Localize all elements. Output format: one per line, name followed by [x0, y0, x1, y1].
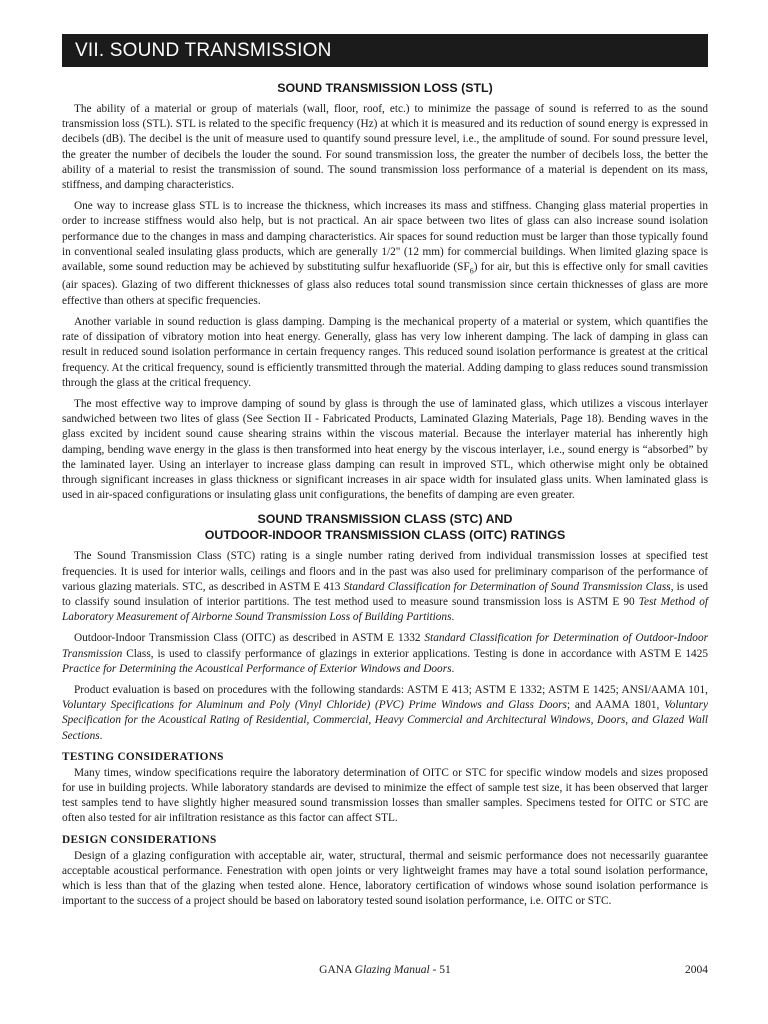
section-title-banner — [62, 34, 708, 67]
stc-heading-line-2: OUTDOOR-INDOOR TRANSMISSION CLASS (OITC) RATINGS — [204, 528, 566, 543]
stc-p1-standard-title-1: Standard Classification for Determination of Sound Transmission Class — [343, 580, 671, 593]
section-title: VII. SOUND TRANSMISSION — [75, 39, 332, 61]
stl-paragraph-3: Another variable in sound reduction is glass damping. Damping is the mechanical property of a material or system, which quantifies the rate of dissipation of vibratory motion into heat energy. Generally, glass has very low inherent damping. The lack of damping in glass can result in reduced sound isolation performance in certain frequency ranges. This reduced sound isolation performance is greatest at the critical frequency. At the critical frequency, sound is efficiently transmitted through the material. Adding damping to glass reduces sound transmission through the glass at the critical frequency. — [62, 315, 708, 389]
footer-manual-title: Glazing Manual — [354, 964, 430, 976]
stl-paragraph-2-text-a: One way to increase glass STL is to increase the thickness, which increases its mass and stiffness. Changing glass material properties in order to increase stiffness would also help, but is not practical. An air space between two lites of glass can also increase sound isolation performance due to the changes in mass and damping characteristics. Air spaces for sound reduction must be larger than those typically found in conventional sealed insulating glass products, which are generally 1/2" (12 mm) for commercial buildings. When limited glazing space is available, some sound reduction may be achieved by substituting sulfur hexafluoride (SF — [62, 200, 708, 274]
stc-p1-text-c: . — [451, 611, 455, 624]
page-footer — [62, 964, 708, 980]
stc-heading-line-1: SOUND TRANSMISSION CLASS (STC) AND — [257, 512, 513, 527]
document-page — [62, 34, 708, 915]
stl-paragraph-4: The most effective way to improve damping of sound by glass is through the use of laminated glass, which utilizes a viscous interlayer sandwiched between two lites of glass (See Section II - Fabricated Products, Laminated Glazing Materials, Page 18). Bending waves in the glass excited by incident sound cause shearing strains within the viscous material. Because the interlayer material has inherently high damping, bending wave energy in the glass is then transformed into heat energy by the viscous interlayer, i.e., sound energy is “absorbed” by the laminated layer. Using an interlayer to increase glass damping can result in improved STL, which otherwise might only be obtained through significant increases in glass thickness or significant increases in air space width for insulated glass units. When laminated glass is used in air-spaced configurations or insulating glass unit configurations, the benefits of damping are even greater. — [62, 397, 708, 502]
stc-p2-text-b: Class, is used to classify performance of glazings in exterior applications. Testing is done in accordance with ASTM E 1425 — [122, 647, 708, 660]
stc-p1-standard-title-2: Test Method of Laboratory Measurement of Airborne Sound Transmission Loss of Building Partitions — [62, 595, 708, 624]
design-paragraph: Design of a glazing configuration with acceptable air, water, structural, thermal and seismic performance does not necessarily guarantee acceptable acoustical performance. Fenestration with open joints or very lightweight frames may have a total sound isolation performance, which is less than that of the glazing when tested alone. Hence, laboratory certification of windows whose sound isolation performance is important to the success of a project should be based on laboratory tested sound isolation performance, i.e. OITC or STC. — [62, 849, 708, 908]
sf6-subscript: 6 — [469, 266, 474, 276]
stc-p3-standard-title-1: Voluntary Specifications for Aluminum and Poly (Vinyl Chloride) (PVC) Prime Windows and Glass Doors — [62, 699, 567, 712]
stc-p3-text-b: ; and AAMA 1801, — [566, 699, 665, 712]
design-considerations-heading: DESIGN CONSIDERATIONS — [62, 833, 217, 846]
stc-paragraph-2 — [62, 631, 708, 677]
stc-p2-standard-title-1: Standard Classification for Determination of Outdoor-Indoor Transmission — [62, 632, 708, 660]
stc-p3-standard-title-2: Voluntary Specification for the Acoustical Rating of Residential, Commercial, Heavy Commercial and Architectural Windows, Doors, and Glazed Wall Sections — [62, 699, 709, 742]
stc-p3-text-a: Product evaluation is based on procedures with the following standards: ASTM E 413; ASTM E 1332; ASTM E 1425; ANSI/AAMA 101, — [74, 683, 708, 696]
footer-page-label — [62, 964, 708, 976]
stl-paragraph-2 — [62, 199, 708, 309]
stc-paragraph-1 — [62, 549, 708, 625]
stc-p3-text-c: . — [99, 729, 103, 742]
footer-publisher: GANA — [319, 964, 355, 976]
stl-heading: SOUND TRANSMISSION LOSS (STL) — [277, 81, 493, 95]
stc-p1-text-b: , is used to classify sound insulation of interior partitions. The test method used to measure sound transmission loss is ASTM E 90 — [62, 580, 708, 608]
footer-page-number: - 51 — [429, 964, 451, 976]
testing-paragraph: Many times, window specifications require the laboratory determination of OITC or STC for specific window models and sizes proposed for use in building projects. While laboratory standards are devised to minimize the effect of sample test size, it has been observed that larger test samples tend to have slightly higher measured sound transmission losses than smaller samples. Specimens tested for OITC or STC are often also tested for air infiltration resistance as this factor can affect STL. — [62, 766, 708, 825]
stc-p2-text-c: . — [451, 662, 455, 675]
stc-heading — [62, 511, 708, 543]
testing-considerations-heading: TESTING CONSIDERATIONS — [62, 750, 224, 763]
stc-p2-text-a: Outdoor-Indoor Transmission Class (OITC) as described in ASTM E 1332 — [74, 632, 425, 645]
stc-p1-text-a: The Sound Transmission Class (STC) rating is a single number rating derived from individual transmission losses at specified test frequencies. It is used for interior walls, ceilings and floors and in the past was also used for preliminary comparison of the performance of various glazing materials. STC, as described in ASTM E 413 — [62, 550, 708, 593]
stc-p2-standard-title-2: Practice for Determining the Acoustical Performance of Exterior Windows and Doors — [62, 662, 452, 675]
stl-paragraph-1: The ability of a material or group of materials (wall, floor, roof, etc.) to minimize the passage of sound is referred to as the sound transmission loss (STL). STL is related to the specific frequency (Hz) at which it is measured and its reduction of sound energy is expressed in decibels (dB). The decibel is the unit of measure used to quantify sound pressure level, i.e., the amplitude of sound. For sound pressure level, the greater the number of decibels the louder the sound. For sound transmission loss, the greater the number of decibels loss, the better the ability of a material to resist the transmission of sound. The sound transmission loss performance of a material is dependent on its mass, stiffness, and damping characteristics. — [62, 103, 708, 192]
stc-paragraph-3 — [62, 683, 708, 744]
footer-year: 2004 — [685, 964, 708, 976]
stl-paragraph-2-text-b: ) for air, but this is effective only for small cavities (air spaces). Glazing of two different thicknesses of glass also reduces total sound transmission since certain thicknesses of glass are more effective than others at specific frequencies. — [62, 261, 708, 307]
